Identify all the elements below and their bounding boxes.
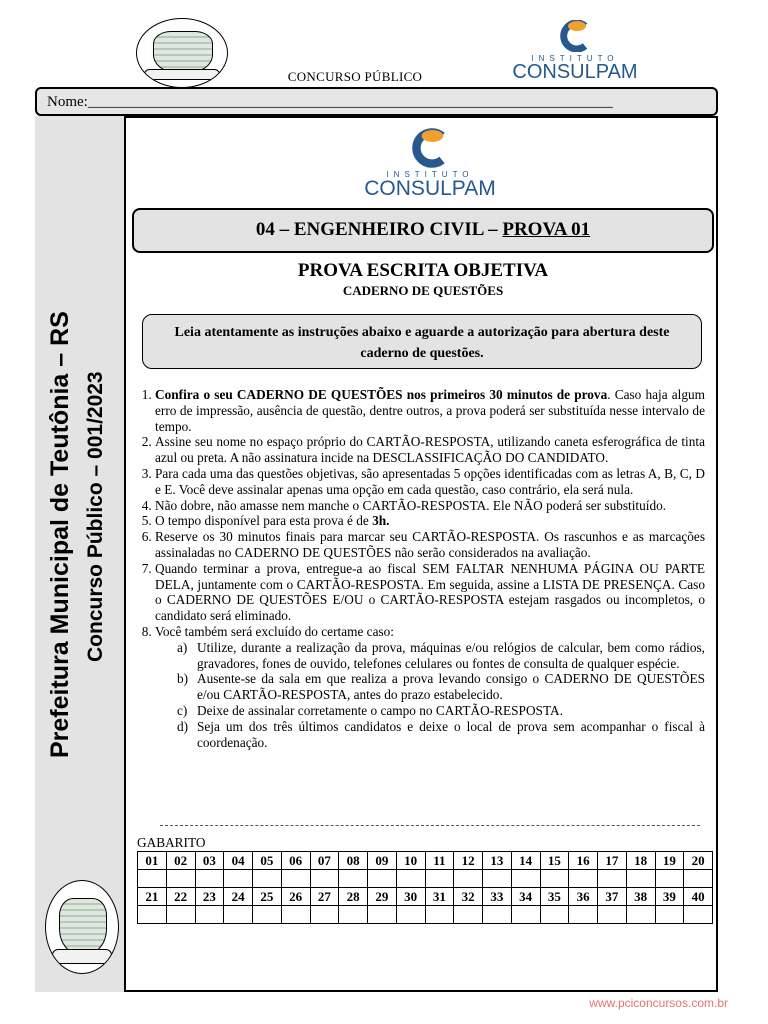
consulpam-mark-icon — [406, 128, 454, 168]
exclusion-item: b) Ausente-se da sala em que realiza a prova levando consigo o CADERNO DE QUESTÕES e/ou CARTÃO-RESPOSTA, antes do prazo estabelecido. — [177, 671, 705, 703]
gabarito-answer-cell[interactable] — [339, 906, 368, 924]
gabarito-number: 10 — [396, 852, 425, 870]
watermark: www.pciconcursos.com.br — [589, 996, 728, 1010]
gabarito-answer-cell[interactable] — [684, 906, 713, 924]
gabarito-number: 34 — [511, 888, 540, 906]
gabarito-number: 40 — [684, 888, 713, 906]
gabarito-answer-cell[interactable] — [396, 870, 425, 888]
gabarito-number: 23 — [195, 888, 224, 906]
gabarito-number: 31 — [425, 888, 454, 906]
gabarito-answer-cell[interactable] — [310, 870, 339, 888]
gabarito-number: 15 — [540, 852, 569, 870]
gabarito-number-row — [138, 888, 713, 906]
consulpam-mark-icon — [555, 20, 595, 52]
gabarito-number: 27 — [310, 888, 339, 906]
instruction-item — [155, 624, 705, 750]
exam-title-prefix: 04 – ENGENHEIRO CIVIL – — [255, 219, 503, 240]
gabarito-answer-cell[interactable] — [569, 870, 598, 888]
caderno-subheading: CADERNO DE QUESTÕES — [342, 283, 504, 298]
gabarito-answer-cell[interactable] — [281, 870, 310, 888]
exam-title-box — [132, 208, 714, 253]
concurso-title: CONCURSO PÚBLICO — [287, 69, 423, 84]
gabarito-number: 21 — [138, 888, 167, 906]
instruction-5-text: O tempo disponível para esta prova é de — [155, 513, 373, 529]
notice-box: Leia atentamente as instruções abaixo e aguarde a autorização para abertura deste caderno de questões. — [142, 314, 702, 369]
gabarito-number: 03 — [195, 852, 224, 870]
instruction-1-bold: Confira o seu CADERNO DE QUESTÕES nos primeiros 30 minutos de prova — [155, 387, 608, 402]
instruction-8-text: Você também será excluído do certame caso: — [155, 623, 394, 639]
gabarito-number: 08 — [339, 852, 368, 870]
gabarito-number: 26 — [281, 888, 310, 906]
gabarito-number: 17 — [598, 852, 627, 870]
gabarito-number: 18 — [626, 852, 655, 870]
consulpam-logo-center — [340, 128, 520, 199]
gabarito-answer-cell[interactable] — [166, 906, 195, 924]
gabarito-number: 01 — [138, 852, 167, 870]
gabarito-number: 29 — [368, 888, 397, 906]
gabarito-answer-cell[interactable] — [138, 870, 167, 888]
gabarito-answer-cell[interactable] — [339, 870, 368, 888]
gabarito-label: GABARITO — [137, 835, 206, 850]
gabarito-answer-cell[interactable] — [425, 870, 454, 888]
gabarito-answer-cell[interactable] — [511, 870, 540, 888]
instruction-5-bold: 3h. — [372, 513, 390, 529]
exclusion-item: a) Utilize, durante a realização da prova, máquinas e/ou relógios de calcular, bem como rádios, gravadores, fones de ouvido, telefones celulares ou fontes de consulta de qualquer espécie. — [177, 639, 705, 671]
municipal-crest-bottom — [45, 880, 119, 974]
gabarito-answer-cell[interactable] — [253, 906, 282, 924]
gabarito-number-row — [138, 852, 713, 870]
gabarito-answer-cell[interactable] — [454, 870, 483, 888]
logo-consulpam-text: CONSULPAM — [364, 177, 496, 200]
gabarito-answer-cell[interactable] — [224, 870, 253, 888]
gabarito-number: 22 — [166, 888, 195, 906]
gabarito-number: 20 — [684, 852, 713, 870]
sidebar-subtitle: Concurso Público – 001/2023 — [84, 371, 107, 662]
gabarito-answer-cell[interactable] — [224, 906, 253, 924]
gabarito-answer-cell[interactable] — [569, 906, 598, 924]
instruction-item — [155, 513, 705, 529]
gabarito-answer-cell[interactable] — [368, 870, 397, 888]
exclusion-item: d) Seja um dos três últimos candidatos e deixe o local de prova sem acompanhar o fiscal à coordenação. — [177, 718, 705, 750]
gabarito-answer-row — [138, 870, 713, 888]
exam-title-prova: PROVA 01 — [502, 219, 591, 240]
gabarito-answer-cell[interactable] — [425, 906, 454, 924]
instruction-item: 2. Assine seu nome no espaço próprio do CARTÃO-RESPOSTA, utilizando caneta esferográfica de tinta azul ou preta. A não assinatura incide na DESCLASSIFICAÇÃO DO CANDIDATO. — [155, 434, 705, 466]
gabarito-number: 33 — [483, 888, 512, 906]
instruction-item: 7. Quando terminar a prova, entregue-a ao fiscal SEM FALTAR NENHUMA PÁGINA OU PARTE DELA, juntamente com o CARTÃO-RESPOSTA. Em seguida, assine a LISTA DE PRESENÇA. Caso o CADERNO DE QUESTÕES E/OU o CARTÃO-RESPOSTA estejam rasgados ou incompletos, o candidato será eliminado. — [155, 561, 705, 624]
gabarito-number: 06 — [281, 852, 310, 870]
instruction-item: 3. Para cada uma das questões objetivas, são apresentadas 5 opções identificadas com as letras A, B, C, D e E. Você deve assinalar apenas uma opção em cada questão, caso contrário, ela será nula. — [155, 466, 705, 498]
gabarito-answer-cell[interactable] — [684, 870, 713, 888]
instruction-item: 4. Não dobre, não amasse nem manche o CARTÃO-RESPOSTA. Ele NÃO poderá ser substituído. — [155, 498, 705, 514]
gabarito-number: 14 — [511, 852, 540, 870]
gabarito-number: 28 — [339, 888, 368, 906]
gabarito-answer-cell[interactable] — [396, 906, 425, 924]
gabarito-answer-cell[interactable] — [626, 870, 655, 888]
gabarito-number: 11 — [425, 852, 454, 870]
gabarito-answer-cell[interactable] — [483, 906, 512, 924]
gabarito-number: 25 — [253, 888, 282, 906]
consulpam-logo-top — [490, 20, 660, 81]
gabarito-number: 35 — [540, 888, 569, 906]
gabarito-answer-cell[interactable] — [598, 870, 627, 888]
gabarito-answer-cell[interactable] — [655, 870, 684, 888]
municipal-crest-top — [136, 18, 228, 88]
gabarito-number: 16 — [569, 852, 598, 870]
gabarito-answer-cell[interactable] — [138, 906, 167, 924]
sidebar-title: Prefeitura Municipal de Teutônia – RS — [46, 311, 74, 758]
gabarito-answer-row — [138, 906, 713, 924]
gabarito-number: 39 — [655, 888, 684, 906]
separator-dashed — [160, 825, 700, 826]
gabarito-answer-cell[interactable] — [540, 870, 569, 888]
prova-heading: PROVA ESCRITA OBJETIVA — [297, 260, 549, 281]
gabarito-number: 12 — [454, 852, 483, 870]
gabarito-number: 38 — [626, 888, 655, 906]
gabarito-answer-cell[interactable] — [540, 906, 569, 924]
exclusion-item: c) Deixe de assinalar corretamente o campo no CARTÃO-RESPOSTA. — [177, 702, 563, 718]
gabarito-answer-cell[interactable] — [598, 906, 627, 924]
instruction-item — [155, 387, 705, 434]
instruction-1-rest: . Caso haja algum erro de impressão, ausência de questão, dentre outros, a prova poderá ser substituída nesse intervalo de tempo. — [155, 387, 705, 434]
gabarito-answer-cell[interactable] — [253, 870, 282, 888]
gabarito-answer-cell[interactable] — [626, 906, 655, 924]
gabarito-number: 37 — [598, 888, 627, 906]
gabarito-number: 07 — [310, 852, 339, 870]
gabarito-answer-cell[interactable] — [195, 906, 224, 924]
logo-instituto-text: INSTITUTO — [386, 170, 474, 179]
name-field[interactable]: Nome:______________________________________________________________________ — [35, 87, 718, 116]
gabarito-number: 32 — [454, 888, 483, 906]
instructions — [137, 387, 705, 750]
gabarito-answer-cell[interactable] — [511, 906, 540, 924]
gabarito-number: 05 — [253, 852, 282, 870]
gabarito-answer-cell[interactable] — [166, 870, 195, 888]
gabarito-number: 02 — [166, 852, 195, 870]
logo-consulpam-text: CONSULPAM — [512, 61, 638, 83]
logo-instituto-text: INSTITUTO — [531, 54, 619, 63]
gabarito-answer-cell[interactable] — [368, 906, 397, 924]
instruction-item: 6. Reserve os 30 minutos finais para marcar seu CARTÃO-RESPOSTA. Os rascunhos e as marcações assinaladas no CADERNO DE QUESTÕES não serão considerados na avaliação. — [155, 529, 705, 561]
gabarito-answer-cell[interactable] — [195, 870, 224, 888]
gabarito-number: 13 — [483, 852, 512, 870]
gabarito-answer-cell[interactable] — [310, 906, 339, 924]
gabarito-answer-cell[interactable] — [281, 906, 310, 924]
gabarito-number: 04 — [224, 852, 253, 870]
gabarito-answer-cell[interactable] — [655, 906, 684, 924]
gabarito-number: 30 — [396, 888, 425, 906]
gabarito-answer-cell[interactable] — [483, 870, 512, 888]
gabarito-number: 19 — [655, 852, 684, 870]
gabarito-answer-cell[interactable] — [454, 906, 483, 924]
gabarito-grid — [137, 851, 713, 924]
gabarito-number: 24 — [224, 888, 253, 906]
gabarito-number: 09 — [368, 852, 397, 870]
gabarito-number: 36 — [569, 888, 598, 906]
